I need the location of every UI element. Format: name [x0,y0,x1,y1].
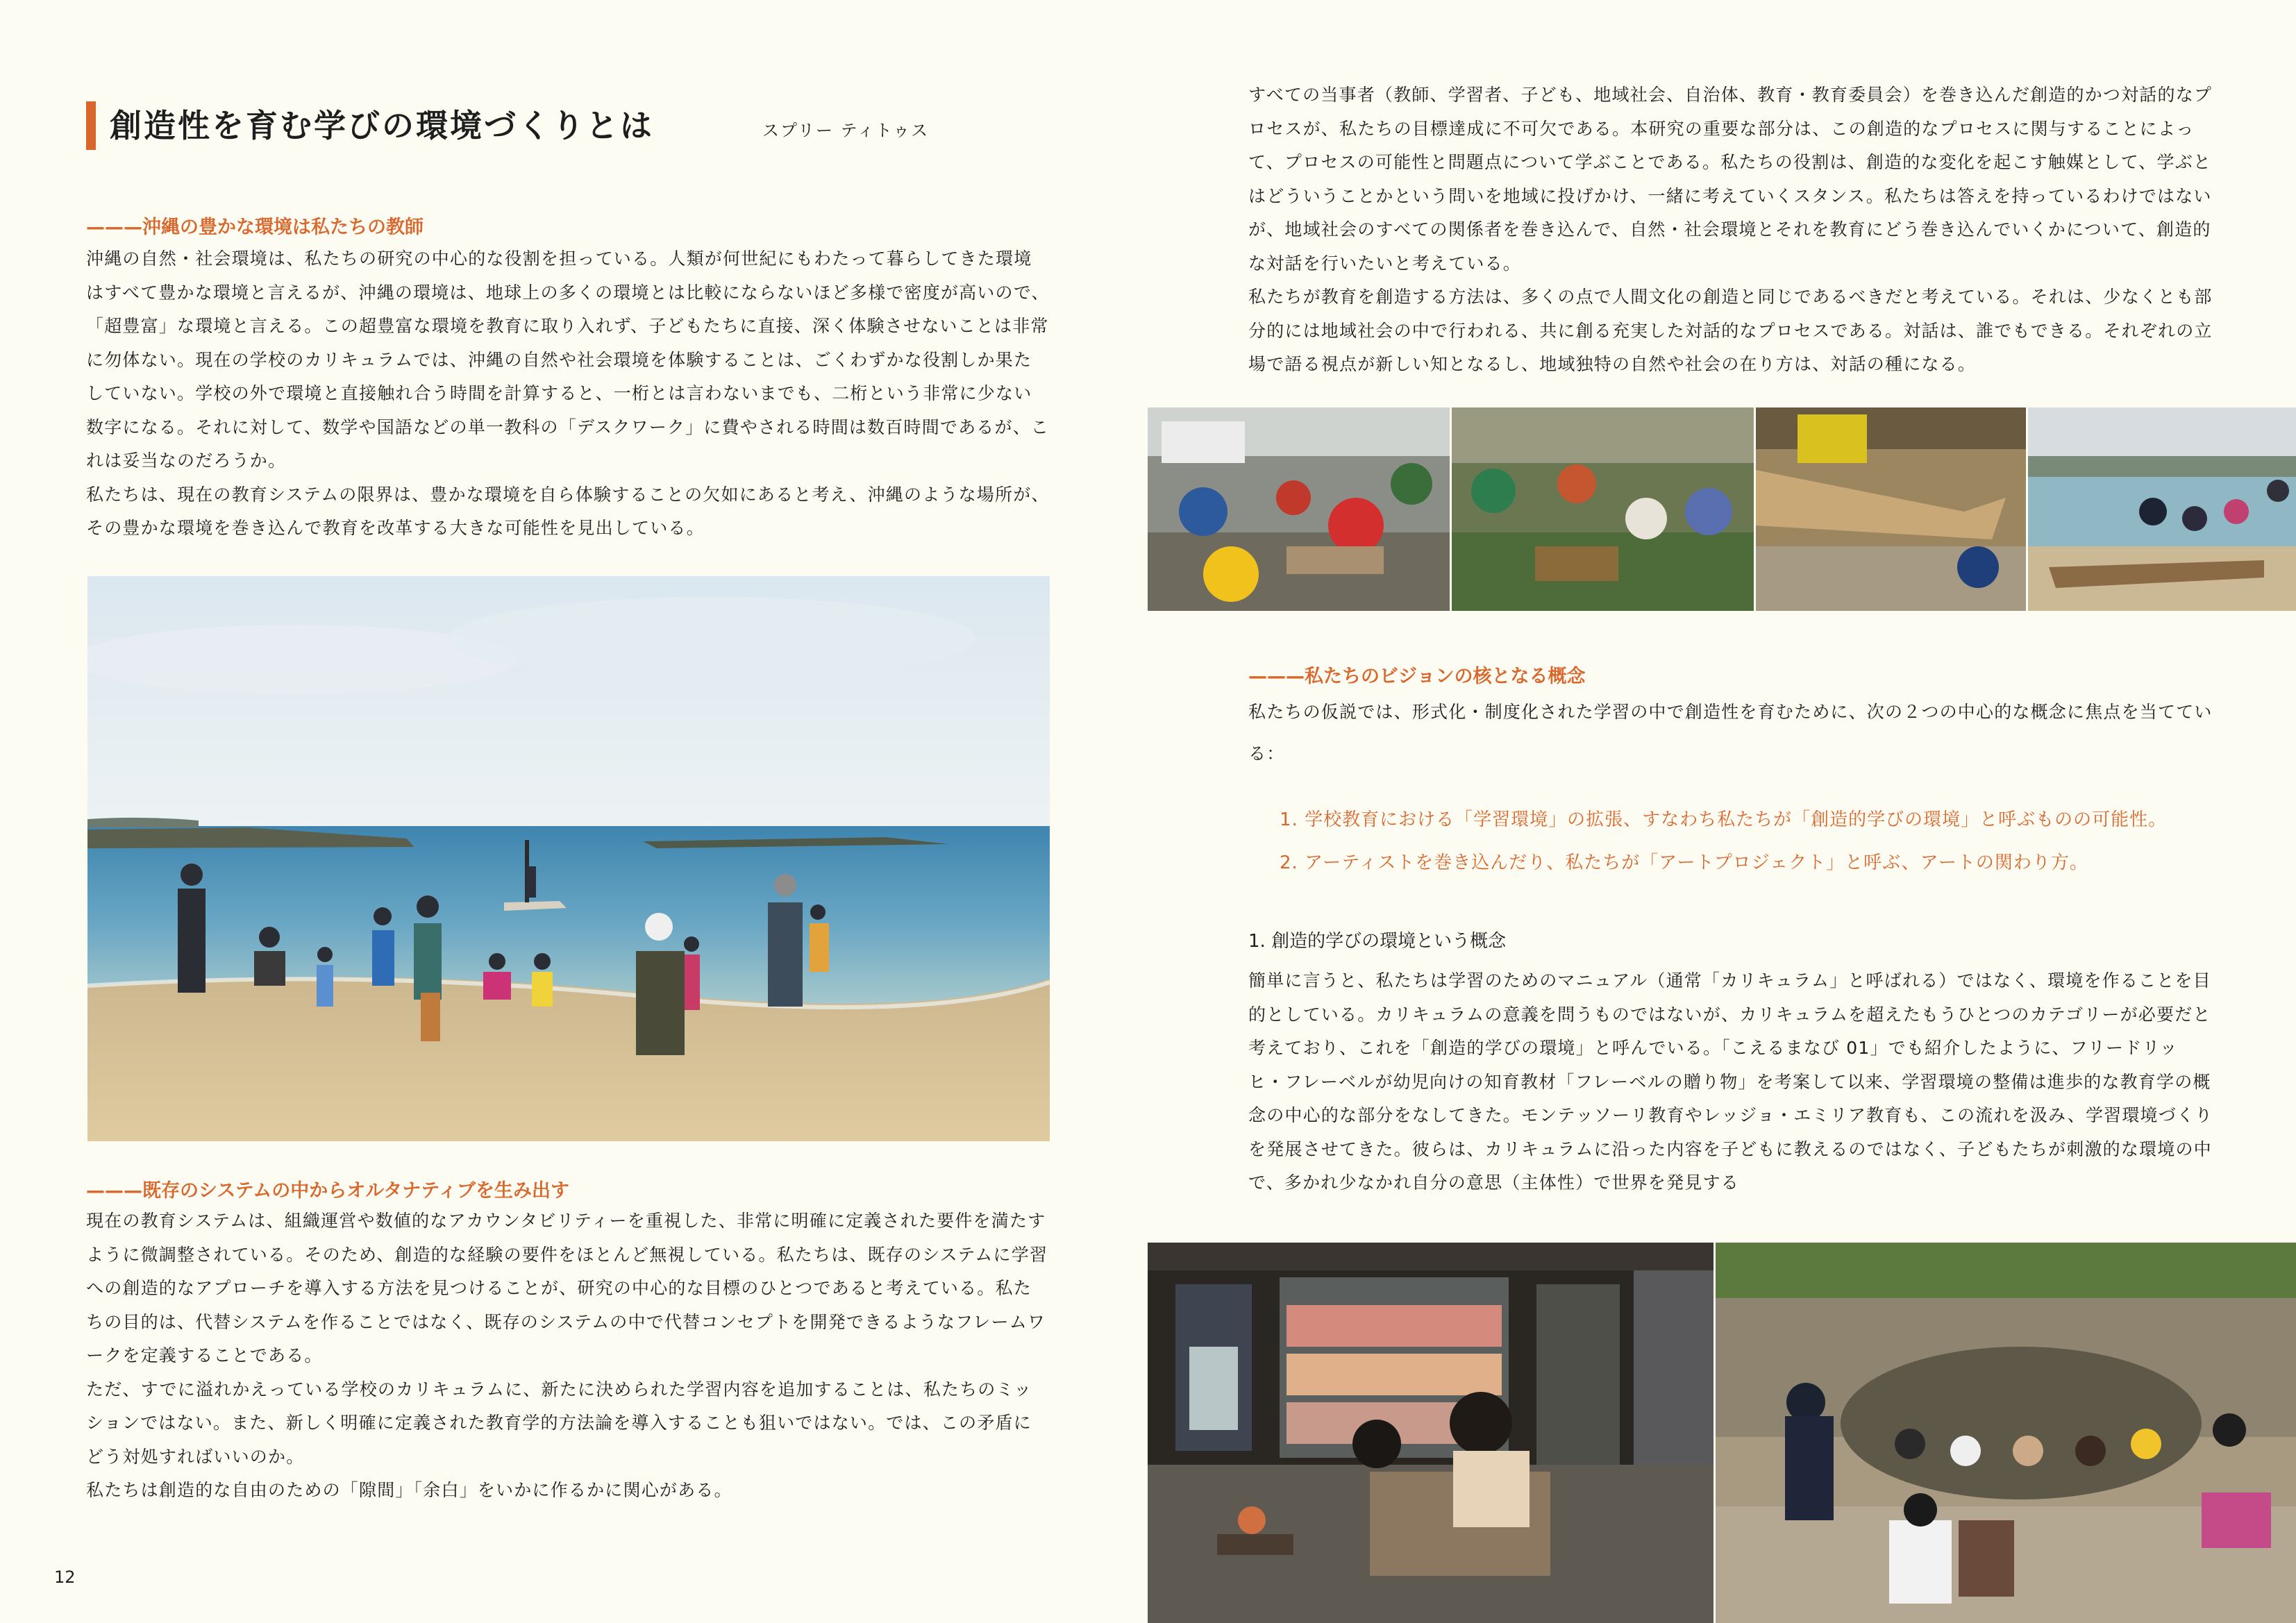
intro-body [1248,78,2213,382]
section-heading-alternative: ———既存のシステムの中からオルタナティブを生み出す [86,1180,570,1202]
paragraph: すべての当事者（教師、学習者、子ども、地域社会、自治体、教育・教育委員会）を巻き込んだ創造的かつ対話的なプロセスが、私たちの目標達成に不可欠である。本研究の重要な部分は、この創造的なプロセスに関与することによって、プロセスの可能性と問題点について学ぶことである。私たちの役割は、創造的な変化を起こす触媒として、学ぶとはどういうことかという問いを地域に投げかけ、一緒に考えていくスタンス。私たちは答えを持っているわけではないが、地域社会のすべての関係者を巻き込んで、自然・社会環境とそれを教育にどう巻き込んでいくかについて、創造的な対話を行いたいと考えている。 [1248,85,2213,274]
author-name: スプリー ティトゥス [762,121,930,140]
vision-intro: 私たちの仮説では、形式化・制度化された学習の中で創造性を育むために、次の２つの中心的な概念に焦点を当てている： [1248,702,2213,764]
page-title: 創造性を育む学びの環境づくりとは [110,107,654,144]
photo-sacred-grove [1716,1243,2296,1623]
section-heading-okinawa: ———沖縄の豊かな環境は私たちの教師 [86,217,424,238]
paragraph: 沖縄の自然・社会環境は、私たちの研究の中心的な役割を担っている。人類が何世紀にもわたって暮らしてきた環境はすべて豊かな環境と言えるが、沖縄の環境は、地球上の多くの環境とは比較にならないほど多様で密度が高いので、「超豊富」な環境と言える。この超豊富な環境を教育に取り入れず、子どもたちに直接、深く体験させないことは非常に勿体ない。現在の学校のカリキュラムでは、沖縄の自然や社会環境を体験することは、ごくわずかな役割しか果たしていない。学校の外で環境と直接触れ合う時間を計算すると、一桁とは言わないまでも、二桁という非常に少ない数字になる。それに対して、数学や国語などの単一教科の「デスクワーク」に費やされる時間は数百時間であるが、これは妥当なのだろうか。 [86,249,1050,471]
paragraph: 私たちは創造的な自由のための「隙間」「余白」をいかに作るかに関心がある。 [86,1480,732,1500]
photo-children-stream [1452,407,1754,611]
title-accent-bar [86,101,96,150]
concept-item-2: 2. アーティストを巻き込んだり、私たちが「アートプロジェクト」と呼ぶ、アートの関わり方。 [1280,852,2088,873]
paragraph: 私たちは、現在の教育システムの限界は、豊かな環境を自ら体験することの欠如にあると考え、沖縄のような場所が、その豊かな環境を巻き込んで教育を改革する大きな可能性を見出している。 [86,484,1050,538]
photo-boat-building [1756,407,2026,611]
paragraph: 私たちが教育を創造する方法は、多くの点で人間文化の創造と同じであるべきだと考えている。それは、少なくとも部分的には地域社会の中で行われる、共に創る充実した対話的なプロセスである。対話は、誰でもできる。それぞれの立場で語る視点が新しい知となるし、地域独特の自然や社会の在り方は、対話の種になる。 [1248,287,2213,374]
paragraph: 現在の教育システムは、組織運営や数値的なアカウンタビリティーを重視した、非常に明確に定義された要件を満たすように微調整されている。そのため、創造的な経験の要件をほとんど無視している。私たちは、既存のシステムに学習への創造的なアプローチを導入する方法を見つけることが、研究の中心的な目標のひとつであると考えている。私たちの目的は、代替システムを作ることではなく、既存のシステムの中で代替コンセプトを開発できるようなフレームワークを定義することである。 [86,1211,1048,1365]
learning-environment-body: 簡単に言うと、私たちは学習のためのマニュアル（通常「カリキュラム」と呼ばれる）ではなく、環境を作ることを目的としている。カリキュラムの意義を問うものではないが、カリキュラムを超えたもうひとつのカテゴリーが必要だと考えており、これを「創造的学びの環境」と呼んでいる。「こえるまなび 01」でも紹介したように、フリードリッヒ・フレーベルが幼児向けの知育教材「フレーベルの贈り物」を考案して以来、学習環境の整備は進歩的な教育学の概念の中心的な部分をなしてきた。モンテッソーリ教育やレッジョ・エミリア教育も、この流れを汲み、学習環境づくりを発展させてきた。彼らは、カリキュラムに沿った内容を子どもに教えるのではなく、子どもたちが刺激的な環境の中で、多かれ少なかれ自分の意思（主体性）で世界を発見する [1248,970,2213,1193]
subsection-heading-learning-environment: 1. 創造的学びの環境という概念 [1248,931,1507,952]
photo-children-workshop [1148,407,1450,611]
photo-night-shop [1148,1243,1713,1623]
paragraph: ただ、すでに溢れかえっている学校のカリキュラムに、新たに決められた学習内容を追加することは、私たちのミッションではない。また、新しく明確に定義された教育学的方法論を導入することも狙いではない。では、この矛盾にどう対処すればいいのか。 [86,1379,1032,1467]
photo-beach-boat [2028,407,2296,611]
page-number: 12 [54,1567,76,1587]
concept-item-1: 1. 学校教育における「学習環境」の拡張、すなわち私たちが「創造的学びの環境」と呼ぶものの可能性。 [1280,809,2168,830]
section-body-alternative [86,1204,1050,1508]
beach-photo [87,576,1050,1141]
section-heading-vision: ———私たちのビジョンの核となる概念 [1248,666,1586,687]
section-body-okinawa [86,242,1050,546]
